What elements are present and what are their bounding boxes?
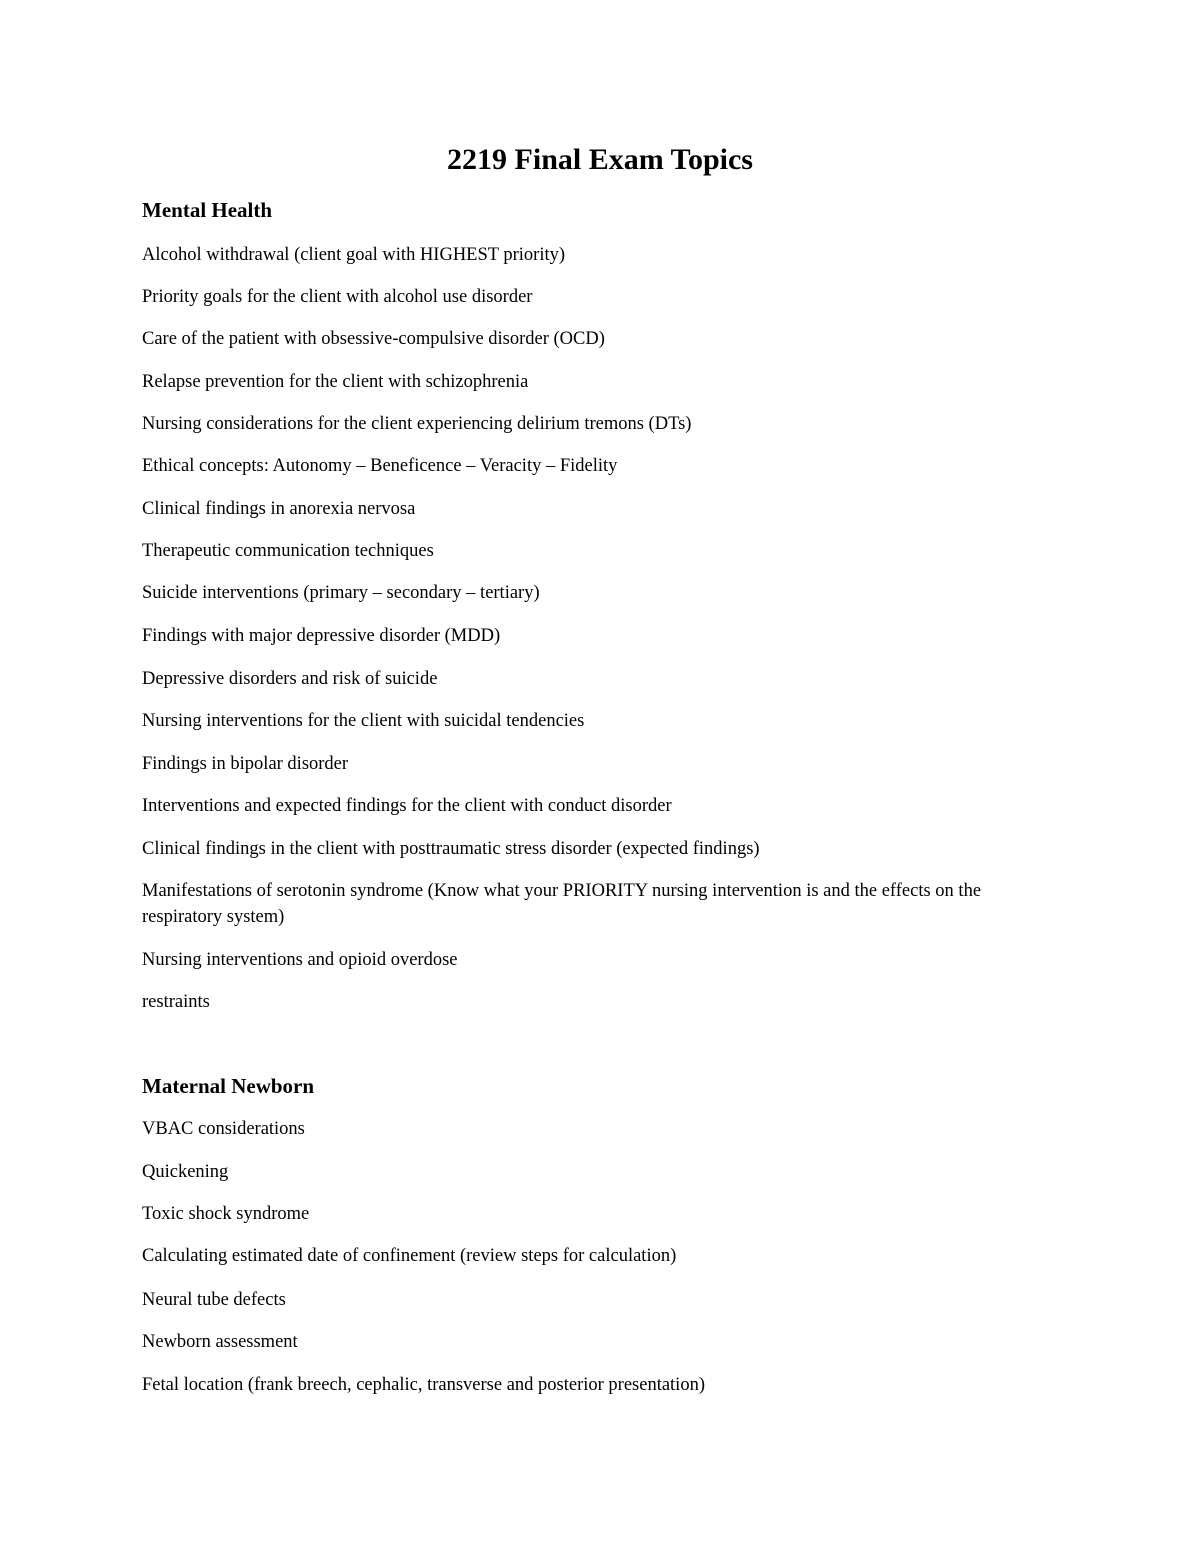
topic-item: Nursing considerations for the client experiencing delirium tremons (DTs) — [142, 414, 692, 434]
topic-item: Care of the patient with obsessive-compulsive disorder (OCD) — [142, 329, 605, 349]
topic-item: Clinical findings in anorexia nervosa — [142, 499, 416, 519]
topic-item: Findings in bipolar disorder — [142, 754, 349, 774]
topic-item: Alcohol withdrawal (client goal with HIGHEST priority) — [142, 245, 566, 265]
document-title: 2219 Final Exam Topics — [447, 143, 753, 176]
topic-item: Neural tube defects — [142, 1290, 286, 1310]
topic-item: Nursing interventions for the client with suicidal tendencies — [142, 711, 585, 731]
topic-item: restraints — [142, 992, 210, 1012]
topic-item: Suicide interventions (primary – secondary – tertiary) — [142, 583, 540, 603]
topic-item: Findings with major depressive disorder (MDD) — [142, 626, 501, 646]
topic-item: Interventions and expected findings for the client with conduct disorder — [142, 796, 672, 816]
topic-item: Relapse prevention for the client with schizophrenia — [142, 372, 529, 392]
topic-item: Ethical concepts: Autonomy – Beneficence – Veracity – Fidelity — [142, 456, 618, 476]
topic-item: Priority goals for the client with alcohol use disorder — [142, 287, 533, 307]
topic-item: Newborn assessment — [142, 1332, 298, 1352]
topic-item: Toxic shock syndrome — [142, 1204, 310, 1224]
topic-item: Nursing interventions and opioid overdose — [142, 950, 458, 970]
topic-item: Therapeutic communication techniques — [142, 541, 434, 561]
topic-item: VBAC considerations — [142, 1119, 305, 1139]
topic-item: Calculating estimated date of confinement (review steps for calculation) — [142, 1246, 677, 1266]
section-heading-maternal-newborn: Maternal Newborn — [142, 1074, 315, 1098]
topic-item: Manifestations of serotonin syndrome (Know what your PRIORITY nursing intervention is and the effects on the respiratory system) — [142, 881, 982, 927]
section-heading-mental-health: Mental Health — [142, 198, 273, 222]
topic-item: Clinical findings in the client with posttraumatic stress disorder (expected findings) — [142, 839, 760, 859]
topic-item: Fetal location (frank breech, cephalic, transverse and posterior presentation) — [142, 1375, 705, 1395]
topic-item: Depressive disorders and risk of suicide — [142, 669, 438, 689]
topic-item: Quickening — [142, 1162, 229, 1182]
